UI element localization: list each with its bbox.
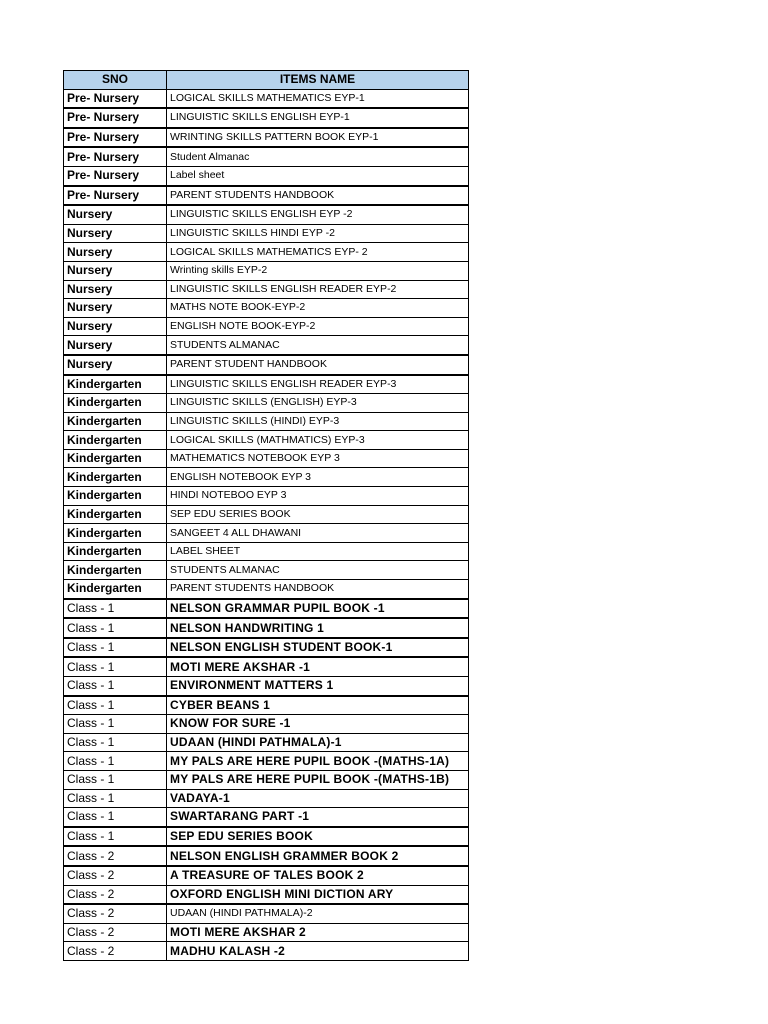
table-row [64, 715, 469, 734]
sno-cell: Class - 2 [64, 866, 167, 885]
item-name-cell: LINGUISTIC SKILLS ENGLISH READER EYP-2 [167, 280, 469, 299]
sno-cell: Class - 1 [64, 752, 167, 771]
table-row [64, 677, 469, 696]
sno-cell: Class - 1 [64, 657, 167, 676]
sno-cell: Pre- Nursery [64, 186, 167, 206]
item-name-cell: Wrinting skills EYP-2 [167, 261, 469, 280]
item-name-cell: PARENT STUDENTS HANDBOOK [167, 580, 469, 599]
item-name-cell: UDAAN (HINDI PATHMALA)-2 [167, 904, 469, 923]
table-row [64, 638, 469, 658]
item-name-cell: STUDENTS ALMANAC [167, 336, 469, 355]
table-row [64, 261, 469, 280]
item-name-cell: SANGEET 4 ALL DHAWANI [167, 524, 469, 543]
sno-cell: Kindergarten [64, 431, 167, 450]
sno-cell: Kindergarten [64, 487, 167, 506]
sno-cell: Kindergarten [64, 542, 167, 561]
table-row [64, 375, 469, 394]
sno-column-header: SNO [64, 71, 167, 90]
items-name-column-header: ITEMS NAME [167, 71, 469, 90]
table-row [64, 299, 469, 318]
sno-cell: Nursery [64, 224, 167, 243]
table-row [64, 789, 469, 808]
item-name-cell: ENGLISH NOTE BOOK-EYP-2 [167, 317, 469, 336]
sno-cell: Class - 2 [64, 904, 167, 923]
table-row [64, 618, 469, 638]
sno-cell: Class - 2 [64, 846, 167, 866]
table-row [64, 317, 469, 336]
table-row [64, 770, 469, 789]
table-row [64, 808, 469, 827]
table-row [64, 827, 469, 847]
sno-cell: Class - 1 [64, 733, 167, 752]
sno-cell: Class - 1 [64, 638, 167, 658]
sno-cell: Kindergarten [64, 375, 167, 394]
item-name-cell: SEP EDU SERIES BOOK [167, 827, 469, 847]
table-row [64, 336, 469, 355]
item-name-cell: NELSON ENGLISH STUDENT BOOK-1 [167, 638, 469, 658]
sno-cell: Nursery [64, 261, 167, 280]
sno-cell: Kindergarten [64, 468, 167, 487]
item-name-cell: PARENT STUDENT HANDBOOK [167, 355, 469, 375]
item-name-cell: LINGUISTIC SKILLS (ENGLISH) EYP-3 [167, 394, 469, 413]
sno-cell: Class - 2 [64, 942, 167, 961]
sno-cell: Kindergarten [64, 580, 167, 599]
sno-cell: Pre- Nursery [64, 108, 167, 128]
header-row [64, 71, 469, 90]
table-row [64, 89, 469, 108]
item-name-cell: MATHS NOTE BOOK-EYP-2 [167, 299, 469, 318]
sno-cell: Nursery [64, 355, 167, 375]
sno-cell: Kindergarten [64, 524, 167, 543]
sno-cell: Kindergarten [64, 394, 167, 413]
sno-cell: Class - 1 [64, 789, 167, 808]
table-row [64, 468, 469, 487]
table-row [64, 524, 469, 543]
item-name-cell: MOTI MERE AKSHAR 2 [167, 923, 469, 942]
table-row [64, 166, 469, 185]
table-row [64, 580, 469, 599]
table-row [64, 186, 469, 206]
item-name-cell: SWARTARANG PART -1 [167, 808, 469, 827]
item-name-cell: SEP EDU SERIES BOOK [167, 505, 469, 524]
item-name-cell: ENVIRONMENT MATTERS 1 [167, 677, 469, 696]
item-name-cell: LOGICAL SKILLS MATHEMATICS EYP-1 [167, 89, 469, 108]
sno-cell: Class - 2 [64, 885, 167, 904]
items-table [63, 70, 469, 961]
item-name-cell: KNOW FOR SURE -1 [167, 715, 469, 734]
table-row [64, 866, 469, 885]
item-name-cell: LABEL SHEET [167, 542, 469, 561]
table-row [64, 752, 469, 771]
sno-cell: Nursery [64, 299, 167, 318]
table-row [64, 205, 469, 224]
table-row [64, 449, 469, 468]
item-name-cell: PARENT STUDENTS HANDBOOK [167, 186, 469, 206]
table-row [64, 904, 469, 923]
table-row [64, 923, 469, 942]
item-name-cell: LINGUISTIC SKILLS ENGLISH EYP -2 [167, 205, 469, 224]
table-row [64, 394, 469, 413]
item-name-cell: Student Almanac [167, 147, 469, 166]
table-row [64, 355, 469, 375]
item-name-cell: NELSON GRAMMAR PUPIL BOOK -1 [167, 599, 469, 619]
table-row [64, 108, 469, 128]
sno-cell: Kindergarten [64, 561, 167, 580]
item-name-cell: CYBER BEANS 1 [167, 696, 469, 715]
sno-cell: Nursery [64, 243, 167, 262]
sno-cell: Class - 2 [64, 923, 167, 942]
item-name-cell: UDAAN (HINDI PATHMALA)-1 [167, 733, 469, 752]
item-name-cell: VADAYA-1 [167, 789, 469, 808]
table-row [64, 505, 469, 524]
item-name-cell: NELSON HANDWRITING 1 [167, 618, 469, 638]
table-row [64, 280, 469, 299]
table-row [64, 657, 469, 676]
item-name-cell: NELSON ENGLISH GRAMMER BOOK 2 [167, 846, 469, 866]
sno-cell: Kindergarten [64, 505, 167, 524]
table-row [64, 431, 469, 450]
sno-cell: Nursery [64, 280, 167, 299]
sno-cell: Pre- Nursery [64, 147, 167, 166]
table-row [64, 412, 469, 431]
item-name-cell: Label sheet [167, 166, 469, 185]
table-body [64, 89, 469, 960]
item-name-cell: LINGUISTIC SKILLS ENGLISH EYP-1 [167, 108, 469, 128]
table-row [64, 885, 469, 904]
item-name-cell: MY PALS ARE HERE PUPIL BOOK -(MATHS-1B) [167, 770, 469, 789]
item-name-cell: ENGLISH NOTEBOOK EYP 3 [167, 468, 469, 487]
sno-cell: Class - 1 [64, 696, 167, 715]
item-name-cell: HINDI NOTEBOO EYP 3 [167, 487, 469, 506]
sno-cell: Class - 1 [64, 677, 167, 696]
item-name-cell: LINGUISTIC SKILLS (HINDI) EYP-3 [167, 412, 469, 431]
sno-cell: Class - 1 [64, 715, 167, 734]
table-row [64, 128, 469, 148]
table-row [64, 224, 469, 243]
table-row [64, 696, 469, 715]
sno-cell: Kindergarten [64, 449, 167, 468]
item-name-cell: STUDENTS ALMANAC [167, 561, 469, 580]
table-row [64, 487, 469, 506]
item-name-cell: WRINTING SKILLS PATTERN BOOK EYP-1 [167, 128, 469, 148]
sno-cell: Class - 1 [64, 827, 167, 847]
item-name-cell: LINGUISTIC SKILLS ENGLISH READER EYP-3 [167, 375, 469, 394]
table-row [64, 243, 469, 262]
sno-cell: Pre- Nursery [64, 166, 167, 185]
item-name-cell: LOGICAL SKILLS MATHEMATICS EYP- 2 [167, 243, 469, 262]
table-row [64, 942, 469, 961]
table-row [64, 733, 469, 752]
table-row [64, 846, 469, 866]
item-name-cell: LINGUISTIC SKILLS HINDI EYP -2 [167, 224, 469, 243]
item-name-cell: MADHU KALASH -2 [167, 942, 469, 961]
sno-cell: Pre- Nursery [64, 89, 167, 108]
sno-cell: Pre- Nursery [64, 128, 167, 148]
item-name-cell: MATHEMATICS NOTEBOOK EYP 3 [167, 449, 469, 468]
item-name-cell: OXFORD ENGLISH MINI DICTION ARY [167, 885, 469, 904]
sno-cell: Class - 1 [64, 599, 167, 619]
sno-cell: Class - 1 [64, 618, 167, 638]
item-name-cell: A TREASURE OF TALES BOOK 2 [167, 866, 469, 885]
item-name-cell: LOGICAL SKILLS (MATHMATICS) EYP-3 [167, 431, 469, 450]
sno-cell: Class - 1 [64, 808, 167, 827]
table-row [64, 542, 469, 561]
table-row [64, 561, 469, 580]
sno-cell: Nursery [64, 205, 167, 224]
item-name-cell: MY PALS ARE HERE PUPIL BOOK -(MATHS-1A) [167, 752, 469, 771]
sno-cell: Nursery [64, 317, 167, 336]
table-row [64, 599, 469, 619]
table-row [64, 147, 469, 166]
sno-cell: Class - 1 [64, 770, 167, 789]
item-name-cell: MOTI MERE AKSHAR -1 [167, 657, 469, 676]
sno-cell: Nursery [64, 336, 167, 355]
sno-cell: Kindergarten [64, 412, 167, 431]
